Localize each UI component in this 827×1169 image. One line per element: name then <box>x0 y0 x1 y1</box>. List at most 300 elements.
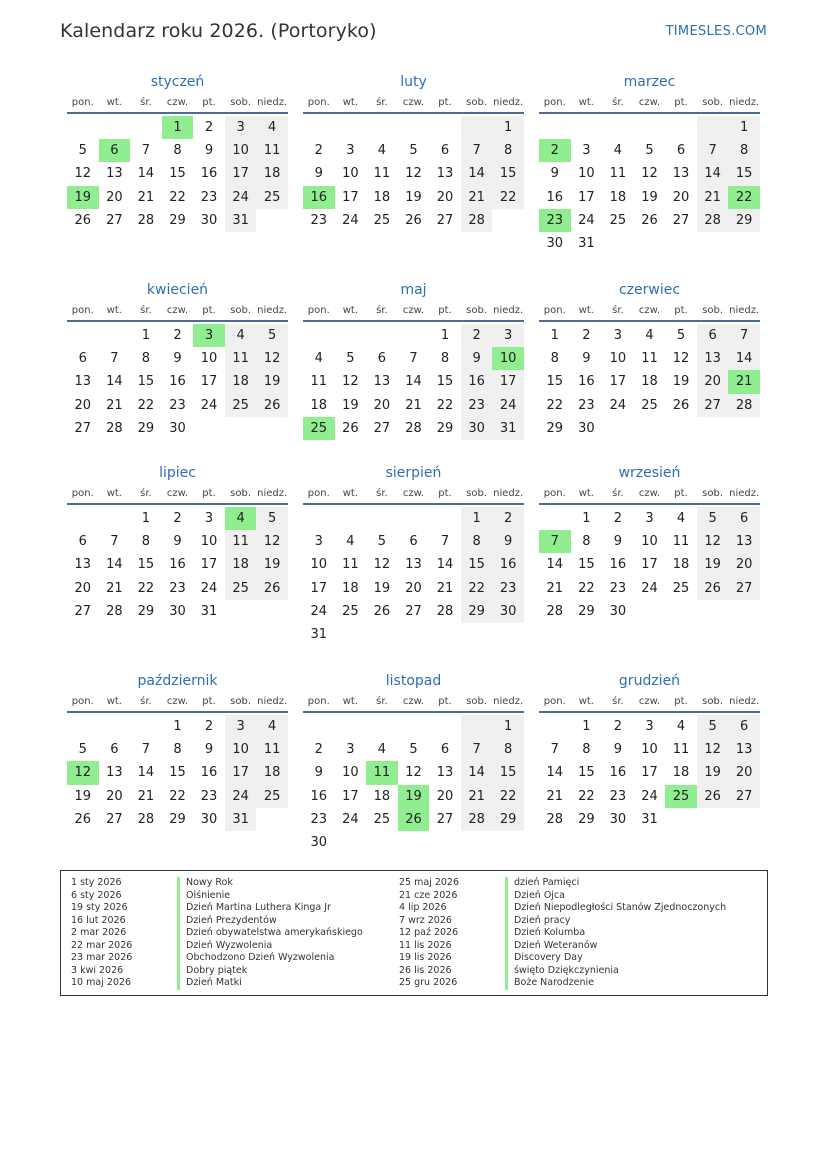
day-cell: 18 <box>609 189 627 205</box>
empty-cell <box>398 324 430 347</box>
holiday-name: Dobry piątek <box>177 965 247 978</box>
day-cell: 18 <box>225 553 257 576</box>
weekday-header <box>67 695 288 713</box>
day-cell: 31 <box>492 417 524 440</box>
day-cell: 29 <box>461 600 493 623</box>
weekday-label: śr. <box>612 305 624 316</box>
holiday-name: Dzień Kolumba <box>505 927 585 940</box>
day-cell: 17 <box>492 370 524 393</box>
month-block <box>539 72 760 255</box>
day-cell: 23 <box>169 397 186 413</box>
day-cell: 3 <box>193 324 225 347</box>
day-cell: 11 <box>609 166 627 182</box>
empty-cell <box>461 623 493 646</box>
day-cell: 19 <box>697 761 729 784</box>
day-cell: 24 <box>342 212 359 228</box>
weekday-label: wt. <box>342 305 358 316</box>
weekday-label: niedz. <box>729 488 760 499</box>
day-cell: 19 <box>405 189 422 205</box>
day-cell: 1 <box>582 719 591 734</box>
empty-cell <box>602 232 634 255</box>
day-cell: 3 <box>346 143 355 159</box>
day-cell: 8 <box>141 351 151 367</box>
empty-cell <box>634 417 666 440</box>
day-cell: 19 <box>641 189 658 205</box>
holiday-date: 11 lis 2026 <box>399 939 452 951</box>
month-name: grudzień <box>618 673 681 689</box>
day-cell: 29 <box>436 420 454 436</box>
day-cell: 3 <box>314 534 323 550</box>
day-cell: 25 <box>373 811 391 827</box>
holiday-date: 19 sty 2026 <box>71 902 128 913</box>
day-cell: 11 <box>366 761 398 784</box>
month-block <box>67 280 288 440</box>
empty-cell <box>99 507 131 530</box>
empty-cell <box>366 715 398 738</box>
day-cell: 15 <box>137 557 155 573</box>
day-cell: 7 <box>461 738 493 761</box>
day-cell: 16 <box>546 189 564 205</box>
day-cell: 20 <box>74 580 92 596</box>
day-cell: 17 <box>225 761 257 784</box>
page-title: Kalendarz roku 2026. (Portoryko) <box>60 20 377 42</box>
holiday-list-column-right <box>399 877 726 990</box>
weekday-label: śr. <box>376 305 388 316</box>
weekday-header <box>303 487 524 505</box>
day-cell: 6 <box>676 143 686 159</box>
day-cell: 7 <box>539 530 571 553</box>
weekday-label: śr. <box>140 488 152 499</box>
day-cell: 2 <box>314 143 323 159</box>
day-cell: 20 <box>106 189 123 205</box>
day-cell: 9 <box>204 742 214 758</box>
day-cell: 26 <box>256 577 288 600</box>
day-cell: 17 <box>225 162 257 185</box>
day-cell: 7 <box>141 143 151 159</box>
holiday-date: 25 maj 2026 <box>399 877 460 888</box>
day-cell: 14 <box>728 347 760 370</box>
day-cell: 2 <box>314 742 323 758</box>
day-cell: 26 <box>697 577 729 600</box>
weekday-label: śr. <box>376 97 388 108</box>
month-name: listopad <box>385 673 442 689</box>
day-cell: 10 <box>641 534 658 550</box>
day-cell: 19 <box>697 553 729 576</box>
day-cell: 7 <box>697 139 729 162</box>
weekday-label: pt. <box>674 97 688 108</box>
day-cell: 20 <box>728 553 760 576</box>
weekday-label: wt. <box>342 488 358 499</box>
week-row <box>303 139 524 162</box>
day-cell: 21 <box>546 580 564 596</box>
day-cell: 12 <box>256 530 288 553</box>
day-cell: 24 <box>609 397 627 413</box>
holiday-date: 22 mar 2026 <box>71 939 133 951</box>
day-cell: 28 <box>728 394 760 417</box>
day-cell: 29 <box>728 209 760 232</box>
day-cell: 1 <box>440 328 450 343</box>
day-cell: 31 <box>225 808 257 831</box>
holiday-name: Dzień Martina Luthera Kinga Jr <box>177 902 331 915</box>
weekday-label: wt. <box>578 97 594 108</box>
day-cell: 10 <box>200 351 218 367</box>
empty-cell <box>99 715 131 738</box>
weekday-label: pt. <box>438 305 452 316</box>
holiday-name: Nowy Rok <box>177 877 233 890</box>
week-row <box>303 785 524 808</box>
day-cell: 24 <box>225 785 257 808</box>
day-cell: 22 <box>492 186 524 209</box>
day-cell: 4 <box>314 351 323 367</box>
weekday-label: czw. <box>402 696 425 707</box>
empty-cell <box>130 715 162 738</box>
day-cell: 14 <box>697 162 729 185</box>
day-cell: 4 <box>645 328 654 343</box>
empty-cell <box>429 116 461 139</box>
day-cell: 18 <box>373 788 391 804</box>
weekday-label: wt. <box>578 305 594 316</box>
weekday-label: pon. <box>543 97 566 108</box>
day-cell: 17 <box>578 189 595 205</box>
day-cell: 9 <box>204 143 214 159</box>
day-cell: 22 <box>546 397 564 413</box>
weekday-label: niedz. <box>257 488 288 499</box>
holiday-row <box>71 952 363 965</box>
empty-cell <box>303 715 335 738</box>
day-cell: 6 <box>440 742 450 758</box>
day-cell: 21 <box>436 580 454 596</box>
day-cell: 4 <box>676 511 686 526</box>
day-cell: 18 <box>256 162 288 185</box>
day-cell: 28 <box>697 209 729 232</box>
weekday-label: wt. <box>106 488 122 499</box>
day-cell: 12 <box>405 765 422 781</box>
day-cell: 19 <box>398 785 430 808</box>
empty-cell <box>335 623 367 646</box>
day-cell: 12 <box>672 351 690 367</box>
day-cell: 13 <box>672 166 690 182</box>
weekday-label: niedz. <box>257 97 288 108</box>
weekday-header <box>67 96 288 114</box>
day-cell: 24 <box>578 212 595 228</box>
day-cell: 21 <box>461 785 493 808</box>
day-cell: 15 <box>169 166 186 182</box>
day-cell: 8 <box>141 534 151 550</box>
empty-cell <box>67 116 99 139</box>
day-cell: 1 <box>141 328 151 343</box>
day-cell: 3 <box>645 511 654 526</box>
day-cell: 16 <box>310 788 328 804</box>
day-cell: 2 <box>582 328 591 343</box>
empty-cell <box>697 808 729 831</box>
day-cell: 10 <box>200 534 218 550</box>
week-row <box>303 577 524 600</box>
holiday-row <box>71 902 363 915</box>
day-cell: 14 <box>137 765 155 781</box>
day-cell: 2 <box>461 324 493 347</box>
day-cell: 19 <box>342 397 359 413</box>
day-cell: 7 <box>728 324 760 347</box>
week-row <box>67 530 288 553</box>
month-block <box>539 463 760 623</box>
month-block <box>67 72 288 232</box>
day-cell: 25 <box>672 580 690 596</box>
weekday-label: pon. <box>543 696 566 707</box>
empty-cell <box>303 507 335 530</box>
empty-cell <box>256 417 288 440</box>
holiday-name: Obchodzono Dzień Wyzwolenia <box>177 952 334 965</box>
day-cell: 18 <box>373 189 391 205</box>
month-name: sierpień <box>385 465 442 481</box>
brand-link[interactable]: TIMESLES.COM <box>665 24 767 39</box>
weekday-label: pt. <box>202 696 216 707</box>
weekday-label: niedz. <box>493 97 524 108</box>
weekday-label: śr. <box>612 696 624 707</box>
empty-cell <box>335 715 367 738</box>
weekday-label: czw. <box>166 696 189 707</box>
empty-cell <box>728 600 760 623</box>
week-row <box>539 761 760 784</box>
empty-cell <box>461 116 493 139</box>
day-cell: 16 <box>461 370 493 393</box>
empty-cell <box>429 507 461 530</box>
weekday-label: wt. <box>106 305 122 316</box>
empty-cell <box>429 715 461 738</box>
holiday-name: Dzień obywatelstwa amerykańskiego <box>177 927 363 940</box>
holiday-date: 10 maj 2026 <box>71 977 132 988</box>
holiday-row <box>71 927 363 940</box>
holiday-date: 4 lip 2026 <box>399 902 447 913</box>
day-cell: 5 <box>78 742 87 758</box>
empty-cell <box>225 600 257 623</box>
weekday-label: niedz. <box>729 305 760 316</box>
day-cell: 13 <box>74 557 92 573</box>
weekday-label: niedz. <box>729 97 760 108</box>
day-cell: 30 <box>169 420 186 436</box>
empty-cell <box>539 116 571 139</box>
day-cell: 13 <box>697 347 729 370</box>
day-cell: 23 <box>200 189 218 205</box>
day-cell: 30 <box>492 600 524 623</box>
empty-cell <box>67 507 99 530</box>
day-cell: 2 <box>492 507 524 530</box>
day-cell: 11 <box>225 530 257 553</box>
week-row <box>303 553 524 576</box>
weekday-header <box>303 304 524 322</box>
empty-cell <box>67 715 99 738</box>
day-cell: 28 <box>137 811 155 827</box>
day-cell: 29 <box>169 811 186 827</box>
day-cell: 5 <box>409 143 418 159</box>
day-cell: 9 <box>461 347 493 370</box>
holiday-row <box>399 952 726 965</box>
week-row <box>539 116 760 139</box>
holiday-date: 12 paź 2026 <box>399 927 459 938</box>
day-cell: 26 <box>342 420 359 436</box>
empty-cell <box>256 600 288 623</box>
day-cell: 26 <box>74 811 92 827</box>
day-cell: 13 <box>405 557 422 573</box>
weekday-label: sob. <box>702 488 724 499</box>
day-cell: 24 <box>342 811 359 827</box>
day-cell: 17 <box>310 580 328 596</box>
day-cell: 13 <box>106 765 123 781</box>
day-cell: 9 <box>173 351 182 367</box>
day-cell: 11 <box>641 351 658 367</box>
day-cell: 5 <box>78 143 87 159</box>
weekday-label: pon. <box>307 696 330 707</box>
day-cell: 2 <box>173 328 182 343</box>
day-cell: 11 <box>672 742 690 758</box>
day-cell: 31 <box>225 209 257 232</box>
day-cell: 24 <box>310 603 328 619</box>
day-cell: 17 <box>641 765 658 781</box>
day-cell: 14 <box>461 761 493 784</box>
holiday-name: dzień Pamięci <box>505 877 579 890</box>
holiday-row <box>71 877 363 890</box>
day-cell: 12 <box>405 166 422 182</box>
day-cell: 9 <box>613 742 623 758</box>
day-cell: 1 <box>582 511 591 526</box>
day-cell: 14 <box>436 557 454 573</box>
day-cell: 28 <box>106 420 123 436</box>
day-cell: 13 <box>373 374 391 390</box>
weekday-label: niedz. <box>729 696 760 707</box>
day-cell: 5 <box>676 328 686 343</box>
holiday-row <box>71 915 363 928</box>
day-cell: 12 <box>67 761 99 784</box>
day-cell: 8 <box>582 534 591 550</box>
day-cell: 3 <box>346 742 355 758</box>
weekday-label: śr. <box>612 488 624 499</box>
day-cell: 30 <box>310 834 328 850</box>
day-cell: 19 <box>256 553 288 576</box>
week-row <box>67 209 288 232</box>
empty-cell <box>398 507 430 530</box>
day-cell: 21 <box>697 186 729 209</box>
empty-cell <box>366 116 398 139</box>
empty-cell <box>634 600 666 623</box>
weekday-label: pt. <box>202 97 216 108</box>
day-cell: 10 <box>342 166 359 182</box>
day-cell: 2 <box>539 139 571 162</box>
week-row <box>539 600 760 623</box>
day-cell: 6 <box>78 534 87 550</box>
day-cell: 7 <box>141 742 151 758</box>
weekday-header <box>539 487 760 505</box>
weekday-header <box>67 487 288 505</box>
day-cell: 13 <box>728 738 760 761</box>
day-cell: 27 <box>728 577 760 600</box>
day-cell: 5 <box>697 507 729 530</box>
empty-cell <box>461 831 493 854</box>
day-cell: 12 <box>74 166 92 182</box>
day-cell: 13 <box>106 166 123 182</box>
day-cell: 15 <box>492 761 524 784</box>
weekday-label: pt. <box>438 488 452 499</box>
day-cell: 27 <box>436 811 454 827</box>
day-cell: 20 <box>106 788 123 804</box>
day-cell: 14 <box>106 557 123 573</box>
day-cell: 11 <box>342 557 359 573</box>
weekday-label: pt. <box>202 488 216 499</box>
day-cell: 26 <box>405 212 422 228</box>
empty-cell <box>398 116 430 139</box>
week-row <box>303 417 524 440</box>
day-cell: 14 <box>461 162 493 185</box>
day-cell: 29 <box>578 811 595 827</box>
weekday-label: sob. <box>466 97 488 108</box>
empty-cell <box>634 116 666 139</box>
day-cell: 6 <box>78 351 87 367</box>
day-cell: 20 <box>436 788 454 804</box>
day-cell: 27 <box>106 212 123 228</box>
week-row <box>539 209 760 232</box>
day-cell: 28 <box>106 603 123 619</box>
week-row <box>539 553 760 576</box>
day-cell: 30 <box>578 420 595 436</box>
day-cell: 8 <box>173 742 182 758</box>
day-cell: 24 <box>641 788 658 804</box>
day-cell: 1 <box>728 116 760 139</box>
day-cell: 21 <box>405 397 422 413</box>
day-cell: 22 <box>461 577 493 600</box>
week-row <box>539 186 760 209</box>
weekday-label: wt. <box>342 696 358 707</box>
week-row <box>303 370 524 393</box>
day-cell: 4 <box>377 742 387 758</box>
weekday-label: czw. <box>166 488 189 499</box>
day-cell: 18 <box>342 580 359 596</box>
day-cell: 28 <box>137 212 155 228</box>
day-cell: 26 <box>256 394 288 417</box>
day-cell: 3 <box>613 328 623 343</box>
empty-cell <box>665 116 697 139</box>
day-cell: 21 <box>106 580 123 596</box>
day-cell: 19 <box>373 580 391 596</box>
day-cell: 25 <box>225 577 257 600</box>
day-cell: 24 <box>225 186 257 209</box>
day-cell: 27 <box>74 603 92 619</box>
day-cell: 24 <box>200 580 218 596</box>
day-cell: 25 <box>342 603 359 619</box>
day-cell: 22 <box>492 785 524 808</box>
day-cell: 26 <box>641 212 658 228</box>
day-cell: 30 <box>461 417 493 440</box>
day-cell: 11 <box>225 347 257 370</box>
holiday-name: Dzień Prezydentów <box>177 915 277 928</box>
day-cell: 18 <box>225 370 257 393</box>
weekday-label: pt. <box>438 97 452 108</box>
empty-cell <box>728 417 760 440</box>
holiday-name: Dzień Wyzwolenia <box>177 940 272 953</box>
month-block <box>539 671 760 831</box>
day-cell: 23 <box>609 580 627 596</box>
empty-cell <box>665 808 697 831</box>
day-cell: 31 <box>310 626 328 642</box>
day-cell: 8 <box>461 530 493 553</box>
day-cell: 9 <box>550 166 559 182</box>
month-block <box>67 671 288 831</box>
day-cell: 25 <box>641 397 658 413</box>
holiday-name: Dzień pracy <box>505 915 570 928</box>
weekday-label: pon. <box>71 488 94 499</box>
week-row <box>67 370 288 393</box>
day-cell: 4 <box>225 507 257 530</box>
weekday-header <box>539 96 760 114</box>
holiday-row <box>71 940 363 953</box>
weekday-label: sob. <box>702 305 724 316</box>
